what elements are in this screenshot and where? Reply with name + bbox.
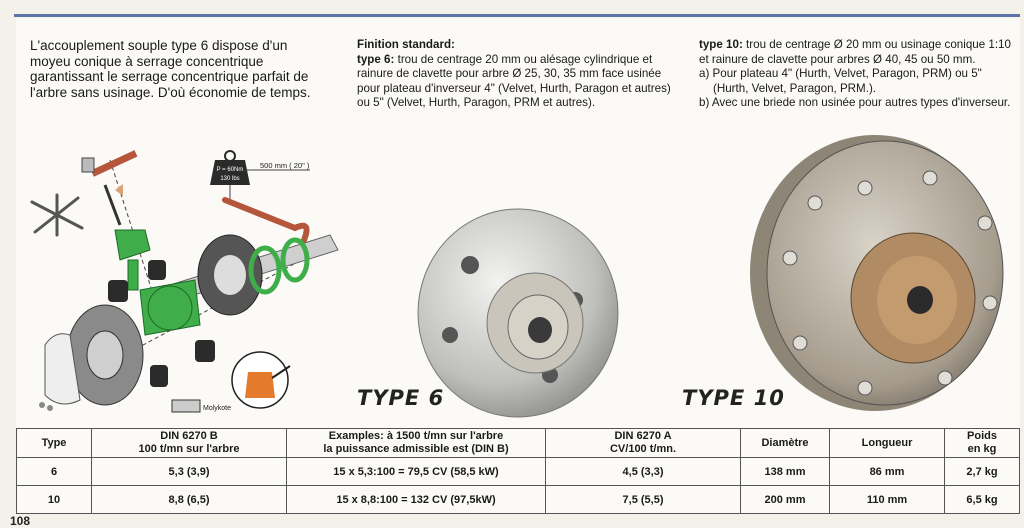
wrench-icon bbox=[225, 200, 307, 240]
table-row bbox=[17, 486, 1020, 514]
rubber-block bbox=[108, 280, 128, 302]
type10-coupling-photo bbox=[745, 128, 1010, 413]
table-cell: 8,8 (6,5) bbox=[92, 486, 287, 514]
rubber-block bbox=[195, 340, 215, 362]
table-cell: 7,5 (5,5) bbox=[546, 486, 741, 514]
nut-icon bbox=[47, 405, 53, 411]
col-weight: Poids en kg bbox=[945, 429, 1020, 458]
col-diameter: Diamètre bbox=[741, 429, 830, 458]
table-cell: 86 mm bbox=[830, 458, 945, 486]
col-example: Examples: à 1500 t/mn sur l'arbre la puissance admissible est (DIN B) bbox=[287, 429, 546, 458]
arrow-icon bbox=[115, 184, 123, 196]
finition-type6-label: type 6: bbox=[357, 52, 395, 66]
table-cell: 15 x 8,8:100 = 132 CV (97,5kW) bbox=[287, 486, 546, 514]
type10-caption: TYPE 10 bbox=[682, 386, 785, 410]
finition-body bbox=[357, 53, 677, 97]
nut-icon bbox=[39, 402, 45, 408]
type10-item-b: b) Avec une briede non usinée pour autres types d'inverseur. bbox=[699, 96, 1011, 109]
table-cell: 10 bbox=[17, 486, 92, 514]
type6-caption: TYPE 6 bbox=[357, 386, 445, 410]
molykote-tube bbox=[172, 400, 231, 412]
type10-text: trou de centrage Ø 20 mm ou usinage conique 1:10 et rainure de clavette pour arbres Ø 40, 45 ou 50 mm. bbox=[699, 38, 1011, 66]
table-row bbox=[17, 458, 1020, 486]
type10-body bbox=[699, 38, 1017, 67]
finition-text1: trou de centrage 20 mm ou alésage cylindrique et rainure de clavette pour arbre Ø 25, 30, 35 mm face usinée pour plateau d'inverseur 4" (Velvet, Hurth, Paragon et autres) bbox=[357, 52, 671, 95]
top-rule bbox=[14, 14, 1020, 17]
intro-paragraph: L'accouplement souple type 6 dispose d'un moyeu conique à serrage concentrique garantissant le serrage concentrique parfait de l'arbre sans usinage. D'où économie de temps. bbox=[30, 38, 311, 100]
distance-label: 500 mm ( 20" ) bbox=[260, 161, 310, 170]
table-cell: 138 mm bbox=[741, 458, 830, 486]
type10-item-a: a) Pour plateau 4" (Hurth, Velvet, Paragon, PRM) ou 5" (Hurth, Velvet, Paragon, PRM.). bbox=[699, 67, 982, 95]
table-cell: 110 mm bbox=[830, 486, 945, 514]
table-cell: 15 x 5,3:100 = 79,5 CV (58,5 kW) bbox=[287, 458, 546, 486]
table-cell: 2,7 kg bbox=[945, 458, 1020, 486]
rubber-block bbox=[150, 365, 168, 387]
weight-label: P = 60Nm bbox=[216, 167, 244, 173]
finition-text2: ou 5" (Velvet, Hurth, Paragon, PRM et autres). bbox=[357, 96, 596, 109]
weight-label2: 130 lbs bbox=[220, 176, 240, 182]
col-length: Longueur bbox=[830, 429, 945, 458]
col-din-b: DIN 6270 B 100 t/mn sur l'arbre bbox=[92, 429, 287, 458]
table-header-row bbox=[17, 429, 1020, 458]
table-cell: 4,5 (3,3) bbox=[546, 458, 741, 486]
finition-heading: Finition standard: bbox=[357, 38, 455, 51]
weight-icon bbox=[210, 151, 250, 185]
oil-can-icon bbox=[232, 352, 290, 408]
type10-block bbox=[699, 38, 1017, 111]
col-type: Type bbox=[17, 429, 92, 458]
finition-block bbox=[357, 38, 677, 111]
star-tool-icon bbox=[32, 195, 82, 235]
table-cell: 200 mm bbox=[741, 486, 830, 514]
exploded-assembly-diagram bbox=[20, 140, 340, 425]
spec-table bbox=[16, 428, 1020, 514]
table-cell: 6 bbox=[17, 458, 92, 486]
table-cell: 5,3 (3,9) bbox=[92, 458, 287, 486]
table-cell: 6,5 kg bbox=[945, 486, 1020, 514]
product-label: Molykote bbox=[203, 405, 232, 412]
page-number: 108 bbox=[10, 514, 31, 528]
col-din-a: DIN 6270 A CV/100 t/mn. bbox=[546, 429, 741, 458]
type10-label: type 10: bbox=[699, 38, 743, 51]
hammer-icon bbox=[82, 150, 137, 177]
rubber-block bbox=[148, 260, 166, 280]
